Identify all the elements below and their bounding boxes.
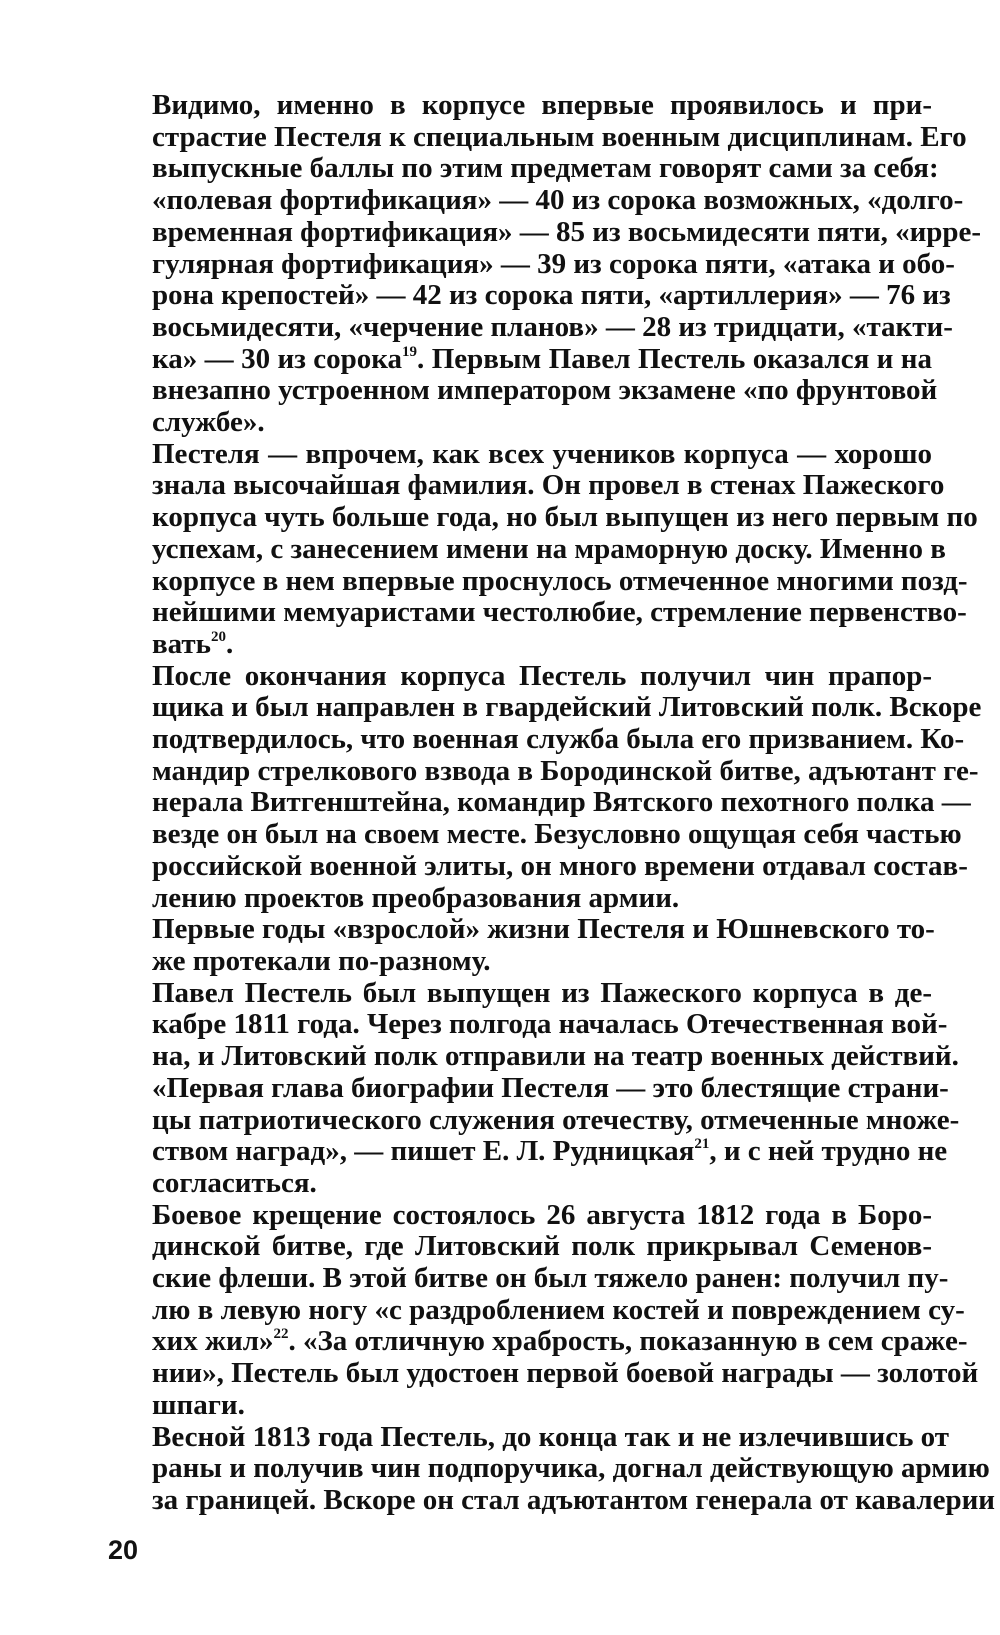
- text-line: цы патриотического служения отечеству, отмеченные множе-: [152, 1103, 960, 1136]
- paragraph-3: [107, 659, 982, 915]
- paragraph-2: [107, 437, 978, 661]
- page-number: 20: [108, 1535, 139, 1565]
- text-line: же протекали по-разному.: [152, 944, 491, 977]
- text-line: внезапно устроенном императором экзамене «по фрунтовой: [152, 374, 938, 407]
- text-line: выпускные баллы по этим предметам говорят сами за себя:: [152, 152, 939, 185]
- text-line: кабре 1811 года. Через полгода началась Отечественная вой-: [152, 1008, 948, 1041]
- text-line: [107, 1325, 968, 1358]
- body-text: [107, 89, 996, 1517]
- text-line: Весной 1813 года Пестель, до конца так и не излечившись от: [152, 1420, 950, 1453]
- text-line: восьмидесяти, «черчение планов» — 28 из тридцати, «такти-: [152, 310, 953, 343]
- text-line: согласиться.: [152, 1166, 317, 1199]
- text-line: гулярная фортификация» — 39 из сорока пяти, «атака и обо-: [152, 247, 955, 280]
- text-line: лению проектов преобразования армии.: [152, 881, 680, 914]
- text-line: рона крепостей» — 42 из сорока пяти, «артиллерия» — 76 из: [152, 279, 951, 312]
- text-fragment: , и с ней трудно не: [709, 1135, 948, 1168]
- text-line: успехам, с занесением имени на мраморную доску. Именно в: [152, 532, 946, 565]
- text-line: «Первая глава биографии Пестеля — это блестящие страни-: [152, 1071, 949, 1104]
- text-line: временная фортификация» — 85 из восьмидесяти пяти, «ирре-: [152, 215, 982, 248]
- footnote-ref-20[interactable]: 20: [211, 628, 226, 645]
- paragraph-7: [107, 1420, 996, 1517]
- text-line: везде он был на своем месте. Безусловно ощущая себя частью: [152, 818, 962, 851]
- text-line: раны и получив чин подпоручика, догнал действующую армию: [152, 1452, 990, 1485]
- text-line: Пестеля — впрочем, как всех учеников корпуса — хорошо: [152, 437, 932, 470]
- paragraph-4: [107, 913, 935, 977]
- text-line: [107, 344, 932, 376]
- text-line: знала высочайшая фамилия. Он провел в стенах Пажеского: [152, 469, 945, 502]
- paragraph-6: [107, 1198, 979, 1422]
- text-fragment: вать: [152, 627, 211, 660]
- text-line: ские флеши. В этой битве он был тяжело ранен: получил пу-: [152, 1262, 949, 1295]
- text-fragment: . Первым Павел Пестель оказался и на: [417, 342, 932, 375]
- text-line: нерала Витгенштейна, командир Вятского пехотного полка —: [152, 786, 971, 819]
- text-line: После окончания корпуса Пестель получил чин прапор-: [152, 659, 932, 692]
- text-line: Первые годы «взрослой» жизни Пестеля и Юшневского то-: [152, 913, 935, 946]
- text-line: щика и был направлен в гвардейский Литовский полк. Вскоре: [152, 691, 982, 724]
- text-line: [107, 629, 932, 661]
- text-line: страстие Пестеля к специальным военным дисциплинам. Его: [152, 120, 967, 153]
- text-line: подтвердилось, что военная служба была его призванием. Ко-: [152, 723, 965, 756]
- text-fragment: ством наград», — пишет Е. Л. Рудницкая: [152, 1135, 695, 1168]
- text-line: российской военной элиты, он много времени отдавал состав-: [152, 849, 968, 882]
- text-line: «полевая фортификация» — 40 из сорока возможных, «долго-: [152, 184, 964, 217]
- text-line: корпусе в нем впервые проснулось отмеченное многими позд-: [152, 564, 968, 597]
- text-line: шпаги.: [152, 1388, 245, 1421]
- text-fragment: .: [226, 627, 234, 660]
- text-line: службе».: [152, 406, 265, 439]
- text-line: лю в левую ногу «с раздроблением костей и повреждением су-: [152, 1293, 965, 1326]
- text-fragment: ка» — 30 из сорока: [152, 342, 403, 375]
- text-line: корпуса чуть больше года, но был выпущен из него первым по: [152, 501, 978, 534]
- text-fragment: хих жил»: [152, 1325, 274, 1358]
- text-line: нии», Пестель был удостоен первой боевой награды — золотой: [152, 1357, 979, 1390]
- paragraph-1: [107, 89, 982, 439]
- text-line: на, и Литовский полк отправили на театр военных действий.: [152, 1040, 959, 1073]
- text-line: нейшими мемуаристами честолюбие, стремление первенство-: [152, 596, 967, 629]
- text-line: Павел Пестель был выпущен из Пажеского корпуса в де-: [152, 976, 932, 1009]
- text-line: Боевое крещение состоялось 26 августа 1812 года в Боро-: [152, 1198, 932, 1231]
- paragraph-5: [107, 976, 960, 1200]
- footnote-ref-22[interactable]: 22: [273, 1326, 289, 1343]
- footnote-ref-21[interactable]: 21: [694, 1136, 710, 1153]
- text-fragment: . «За отличную храбрость, показанную в сем сраже-: [288, 1325, 968, 1358]
- text-line: за границей. Вскоре он стал адъютантом генерала от кавалерии: [152, 1483, 996, 1516]
- text-line: Видимо, именно в корпусе впервые проявилось и при-: [152, 89, 932, 121]
- text-line: динской битве, где Литовский полк прикрывал Семенов-: [152, 1230, 932, 1263]
- footnote-ref-19[interactable]: 19: [402, 343, 418, 360]
- text-line: [107, 1135, 948, 1168]
- text-line: мандир стрелкового взвода в Бородинской битве, адъютант ге-: [152, 754, 979, 787]
